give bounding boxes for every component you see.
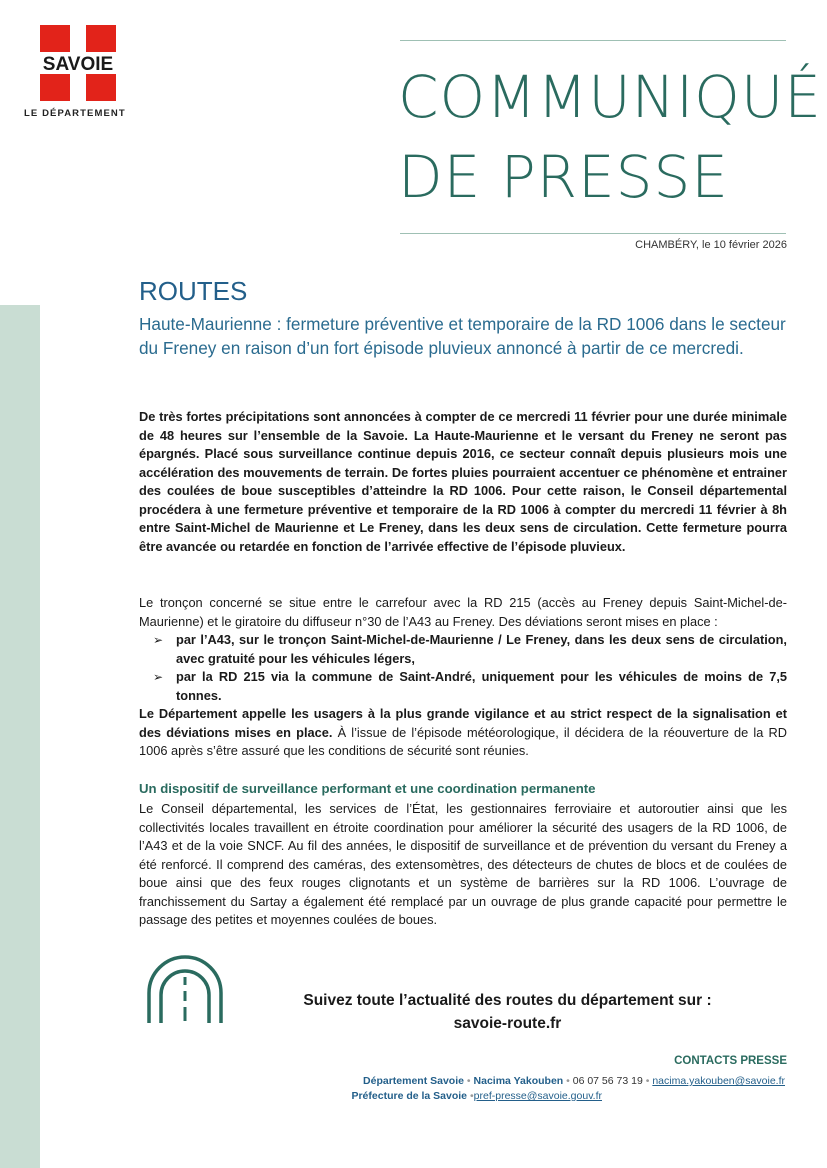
deviation-list	[139, 631, 787, 705]
deviation-text: par la RD 215 via la commune de Saint-André, uniquement pour les véhicules de moins de 7,5 tonnes.	[176, 669, 787, 703]
follow-text: Suivez toute l’actualité des routes du département sur :	[303, 992, 712, 1009]
vigilance-rest: À l’issue de l’épisode météorologique, il décidera de la réouverture de la RD 1006 après s’être assuré que les conditions de sécurité sont réunies.	[139, 724, 788, 758]
list-item	[139, 631, 787, 668]
side-color-band	[0, 305, 40, 1168]
dateline: CHAMBÉRY, le 10 février 2026	[635, 239, 787, 251]
arrow-bullet-icon: ➢	[153, 670, 164, 684]
separator: •	[469, 1090, 474, 1102]
contact-line-departement	[363, 1075, 785, 1087]
savoie-cross-logo	[40, 25, 116, 101]
brand-subtitle: LE DÉPARTEMENT	[24, 108, 126, 119]
section-title: ROUTES	[139, 276, 248, 306]
intro-paragraph: De très fortes précipitations sont annoncées à compter de ce mercredi 11 février pour une durée minimale de 48 heures sur l’ensemble de la Savoie. La Haute-Maurienne et le versant du Freney ne seront pas épargnés. Placé sous surveillance continue depuis 2016, ce secteur connaît depuis plusieurs mois une accélération des mouvements de terrain. De fortes pluies pourraient accentuer ce phénomène et entrainer des coulées de boue susceptibles d’atteindre la RD 1006. Pour cette raison, le Conseil départemental procédera à une fermeture préventive et temporaire de la RD 1006 à compter du mercredi 11 février à 8h entre Saint-Michel de Maurienne et Le Freney, dans les deux sens de circulation. Cette fermeture pourra être avancée ou retardée en fonction de l’arrivée effective de l’épisode pluvieux.	[139, 409, 787, 554]
vigilance-paragraph	[139, 705, 787, 761]
vigilance-bold: Le Département appelle les usagers à la plus grande vigilance et au strict respect de la signalisation et des déviations mises en place.	[139, 706, 787, 740]
title-bottom-rule	[400, 233, 786, 234]
separator: •	[466, 1075, 471, 1087]
title-top-rule	[400, 40, 786, 41]
contact-org: Département Savoie	[363, 1075, 464, 1087]
title-line-2: DE PRESSE	[398, 143, 729, 211]
brand-text: SAVOIE	[42, 54, 114, 75]
surveillance-subheading: Un dispositif de surveillance performant et une coordination permanente	[139, 781, 596, 796]
contact-line-prefecture	[351, 1090, 602, 1102]
contacts-title: CONTACTS PRESSE	[674, 1055, 787, 1067]
separator: •	[645, 1075, 650, 1087]
contact-name: Nacima Yakouben	[473, 1075, 564, 1087]
deviation-text: par l’A43, sur le tronçon Saint-Michel-de-Maurienne / Le Freney, dans les deux sens de circulation, avec gratuité pour les véhicules légers,	[176, 632, 787, 666]
follow-website-link[interactable]: savoie-route.fr	[453, 1015, 562, 1032]
contact-email-link[interactable]: nacima.yakouben@savoie.fr	[652, 1075, 785, 1087]
contact-org: Préfecture de la Savoie	[351, 1090, 468, 1102]
separator: •	[566, 1075, 570, 1087]
follow-banner	[230, 989, 785, 1035]
title-line-1: COMMUNIQUÉ	[398, 63, 822, 131]
arrow-bullet-icon: ➢	[153, 633, 164, 647]
contact-email-link[interactable]: pref-presse@savoie.gouv.fr	[473, 1090, 602, 1102]
list-item	[139, 668, 787, 705]
road-tunnel-icon	[145, 955, 225, 1025]
contact-phone: 06 07 56 73 19	[572, 1075, 643, 1087]
headline-subtitle: Haute-Maurienne : fermeture préventive et temporaire de la RD 1006 dans le secteur du Freney en raison d’un fort épisode pluvieux annoncé à partir de ce mercredi.	[139, 314, 786, 358]
deviation-section	[139, 594, 787, 761]
route-section-paragraph: Le tronçon concerné se situe entre le carrefour avec la RD 215 (accès au Freney depuis Saint-Michel-de-Maurienne) et le giratoire du diffuseur n°30 de l’A43 au Freney. Des déviations seront mises en place :	[139, 595, 787, 629]
surveillance-paragraph: Le Conseil départemental, les services de l’État, les gestionnaires ferroviaire et autoroutier ainsi que les collectivités locales travaillent en étroite coordination pour améliorer la sécurité des usagers de la RD 1006, de l’A43 et de la voie SNCF. Au fil des années, le dispositif de surveillance et de prévention du versant du Freney a été renforcé. Il comprend des caméras, des extensomètres, des détecteurs de chutes de blocs et de coulées de boue ainsi que des feux rouges clignotants et un système de barrières sur la RD 1006. L’ouvrage de franchissement du Sartay a également été remplacé par un ouvrage de plus grande capacité pour permettre le passage des petites et moyennes coulées de boues.	[139, 801, 787, 927]
